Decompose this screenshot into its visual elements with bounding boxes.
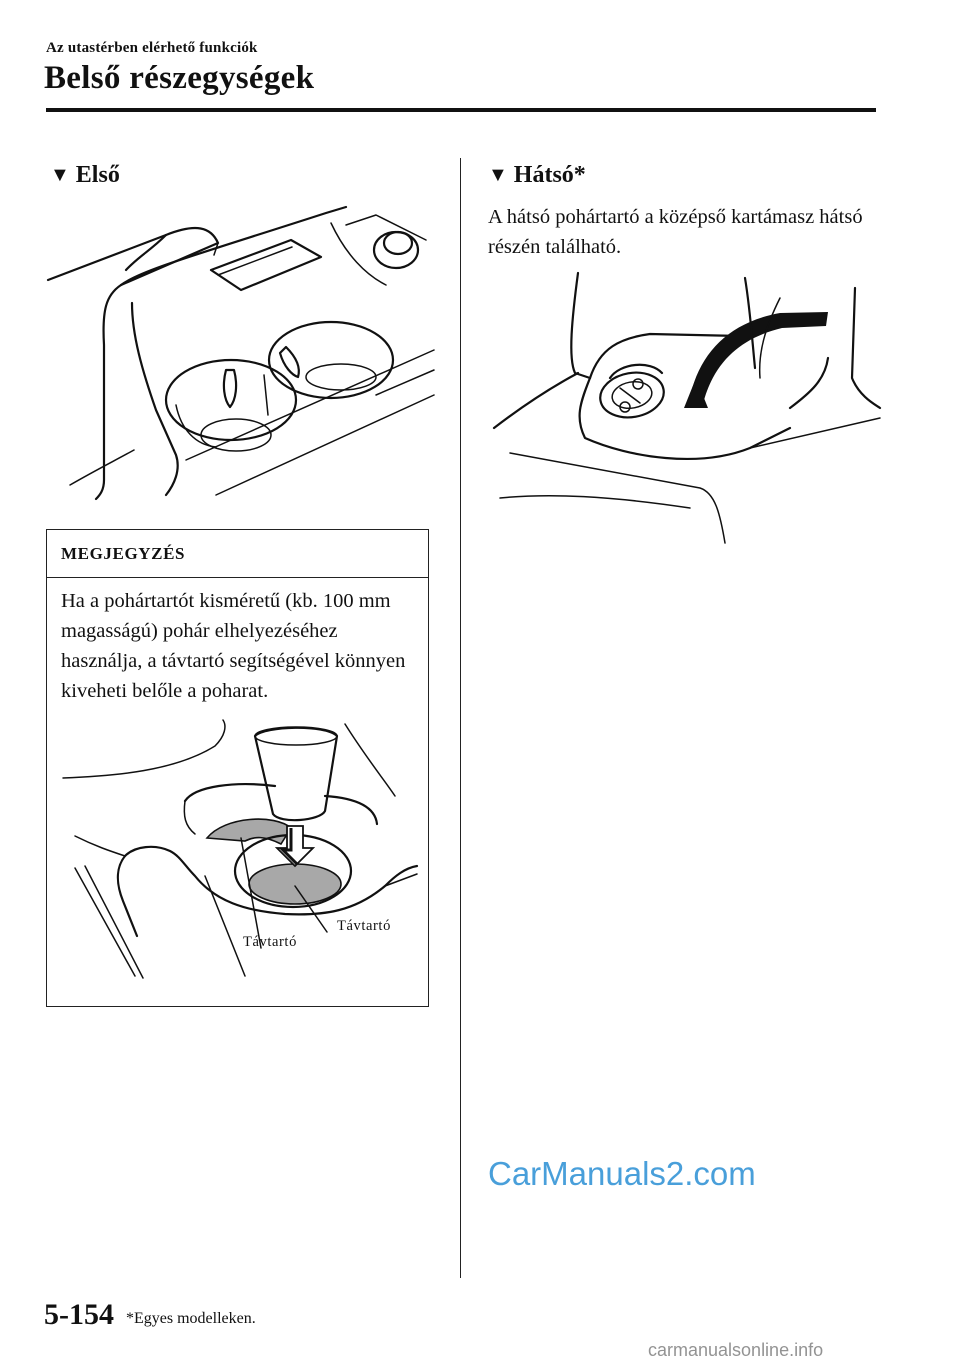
spacer-callout-right: Távtartó <box>337 918 391 934</box>
rear-heading-label: Hátsó* <box>513 162 586 188</box>
page-title: Belső részegységek <box>44 60 315 96</box>
front-heading-label: Első <box>75 162 120 188</box>
front-section-heading <box>50 162 120 189</box>
watermark-primary: CarManuals2.com <box>488 1155 756 1192</box>
triangle-marker-icon: ▼ <box>488 164 508 186</box>
triangle-marker-icon: ▼ <box>50 164 70 186</box>
page-number: 5-154 <box>44 1298 114 1331</box>
front-cupholder-illustration <box>46 195 436 505</box>
spacer-callout-left: Távtartó <box>243 934 297 950</box>
rear-cupholder-illustration <box>490 268 880 558</box>
spacer-illustration <box>55 716 425 986</box>
rear-description: A hátsó pohártartó a középső kartámasz hátsó részén található. <box>488 206 863 258</box>
watermark-secondary: carmanualsonline.info <box>648 1340 824 1360</box>
rear-section-heading <box>488 162 586 189</box>
note-box <box>46 529 429 1007</box>
note-title: MEGJEGYZÉS <box>61 544 186 563</box>
column-divider <box>460 158 461 1278</box>
footnote: *Egyes modelleken. <box>126 1310 256 1327</box>
breadcrumb: Az utastérben elérhető funkciók <box>46 40 258 56</box>
title-rule <box>46 108 876 112</box>
note-text: Ha a pohártartót kisméretű (kb. 100 mm magasságú) pohár elhelyezéséhez használja, a távtartó segítségével könnyen kiveheti belőle a poharat. <box>61 590 406 702</box>
note-divider <box>47 577 428 578</box>
